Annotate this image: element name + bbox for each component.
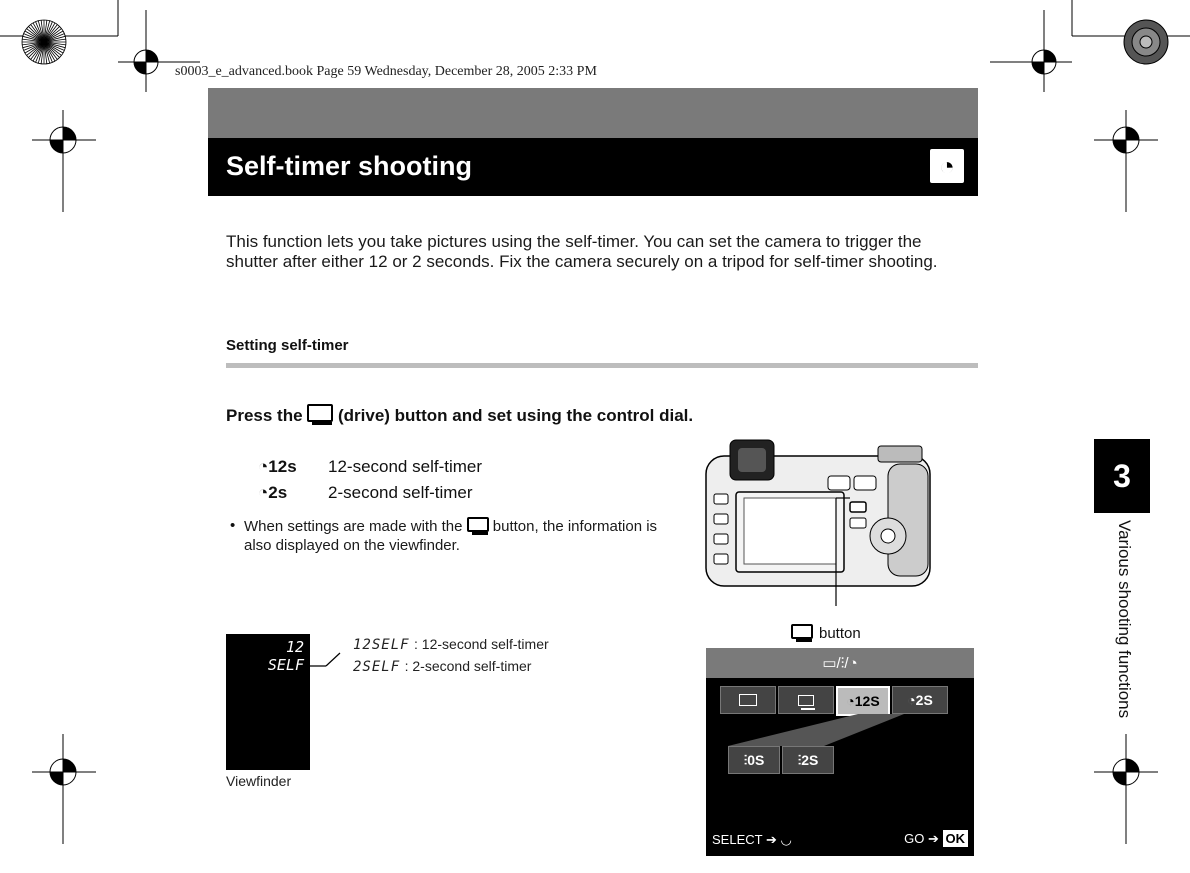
step-text-before: Press the (226, 406, 308, 425)
intro-paragraph: This function lets you take pictures using the self-timer. You can set the camera to trigger the shutter after either 12 or 2 seconds. Fix the camera securely on a tripod for self-timer shooting. (226, 232, 938, 271)
legend-code: 2SELF (353, 659, 401, 675)
step-instruction (226, 403, 696, 429)
legend-label: : 2-second self-timer (404, 658, 532, 674)
chapter-title (1100, 520, 1140, 850)
section-divider (226, 363, 978, 368)
camera-caption (791, 624, 861, 642)
drive-icon (791, 624, 813, 639)
viewfinder-legend-1 (353, 636, 549, 654)
go-hint: GO ➔ OK (904, 830, 968, 847)
bullet-icon: • (230, 517, 236, 534)
drive-icon (798, 695, 814, 706)
option-2s (258, 483, 473, 503)
lcd-drive-menu (706, 648, 974, 856)
self-timer-icon: ◔ (846, 693, 855, 709)
self-timer-icon: ◔ (930, 149, 964, 183)
select-hint: SELECT ➔ ◡ (712, 832, 792, 847)
option-label: 2-second self-timer (328, 483, 473, 502)
lcd-submenu-connector (728, 714, 928, 746)
remote-icon: ⫶ (797, 751, 802, 768)
section-subheading: Setting self-timer (226, 337, 349, 354)
lcd-menu-row-2 (728, 746, 836, 774)
self-timer-icon: ◔ (907, 692, 916, 708)
self-timer-2s-option[interactable]: ◔ 2S (892, 686, 948, 714)
lcd-menu-header: ▭/⫶/◔ (706, 648, 974, 678)
self-timer-icon: ◔ (258, 457, 269, 476)
lcd-menu-row-1 (720, 686, 950, 714)
option-label: 12-second self-timer (328, 457, 483, 476)
book-info-header: s0003_e_advanced.book Page 59 Wednesday, December 28, 2005 2:33 PM (175, 64, 597, 79)
bullet-text-before: When settings are made with the (244, 518, 467, 535)
viewfinder-display (226, 634, 310, 770)
remote-2s-option[interactable]: ⫶ 2S (782, 746, 834, 774)
drive-icon (467, 517, 489, 532)
bullet-note (244, 517, 664, 555)
legend-label: : 12-second self-timer (414, 636, 549, 652)
remote-0s-option[interactable]: ⫶ 0S (728, 746, 780, 774)
chapter-number: 3 (1094, 439, 1150, 513)
starburst-left (22, 20, 66, 64)
remote-icon: ⫶ (743, 751, 748, 768)
sequential-option[interactable] (778, 686, 834, 714)
option-12s (258, 457, 482, 477)
title-band-top (208, 88, 978, 138)
self-timer-12s-option[interactable]: ◔ 12S (836, 686, 890, 716)
drive-icon (307, 404, 333, 422)
single-frame-icon (739, 694, 757, 706)
single-frame-option[interactable] (720, 686, 776, 714)
step-text-after: (drive) button and set using the control dial. (333, 406, 694, 425)
legend-code: 12SELF (353, 637, 410, 653)
bullet-text-after: button, the information is also displayed on the viewfinder. (244, 518, 658, 554)
lcd-menu-footer (706, 830, 974, 852)
viewfinder-line-1: 12 (285, 638, 304, 656)
camera-caption-text: button (819, 625, 861, 642)
dial-icon: ◡ (780, 832, 792, 847)
page-title: Self-timer shooting (226, 151, 473, 181)
viewfinder-caption: Viewfinder (226, 773, 292, 789)
self-timer-icon: ◔ (258, 483, 269, 502)
viewfinder-leader-line (300, 650, 360, 670)
ok-button-icon: OK (943, 830, 969, 847)
camera-back-illustration (700, 436, 940, 606)
chapter-title-text: Various shooting functions (1115, 520, 1134, 719)
option-code: 12s (268, 457, 297, 476)
option-code: 2s (268, 483, 288, 502)
viewfinder-legend-2 (353, 658, 531, 676)
viewfinder-line-2: SELF (267, 656, 304, 674)
